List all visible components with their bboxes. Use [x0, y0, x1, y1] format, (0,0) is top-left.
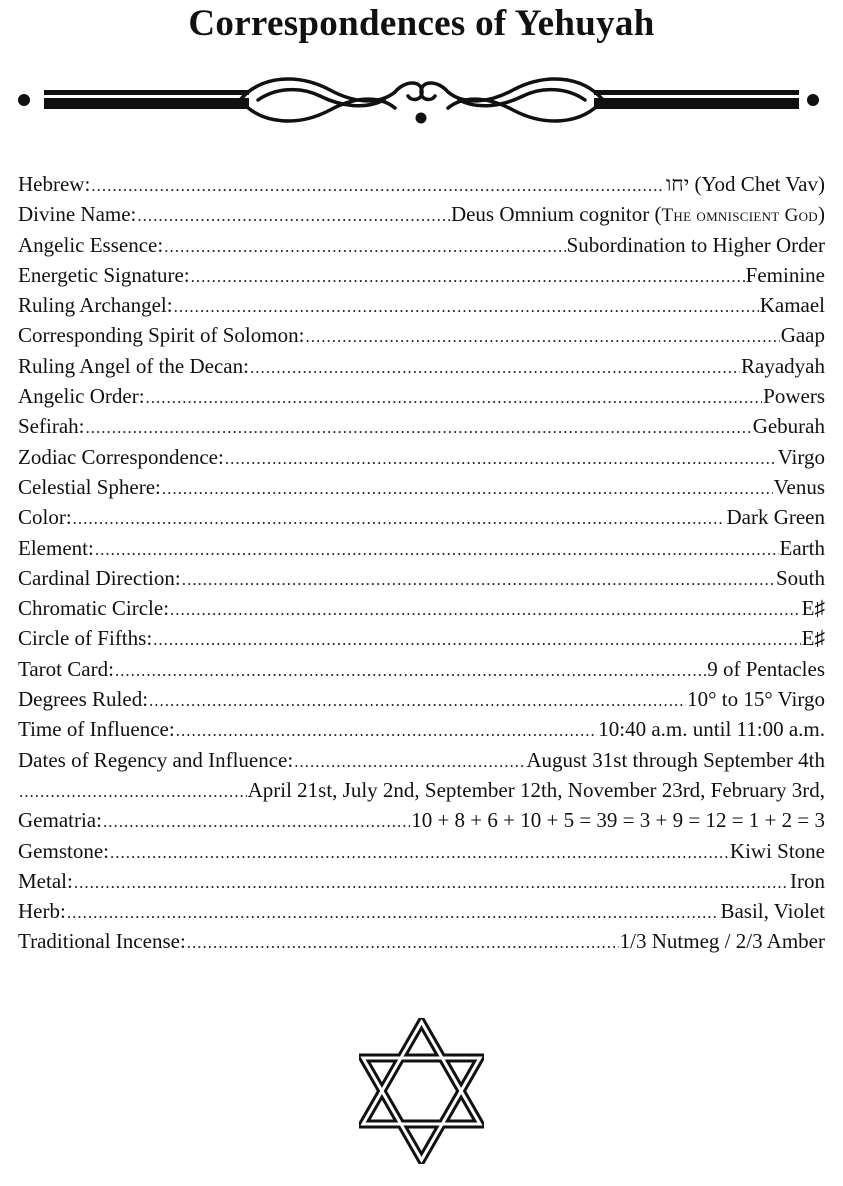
dot-leader — [95, 540, 779, 560]
row-value: Powers — [763, 384, 825, 409]
list-item — [18, 566, 825, 596]
list-item — [18, 626, 825, 656]
list-item — [18, 202, 825, 232]
dot-leader — [294, 752, 525, 772]
dot-leader — [250, 358, 740, 378]
row-label: Sefirah: — [18, 414, 85, 439]
row-label: Time of Influence: — [18, 717, 175, 742]
row-value: Subordination to Higher Order — [566, 232, 825, 257]
row-value: Rayadyah — [741, 353, 825, 378]
dot-leader — [191, 267, 745, 287]
row-value-main: Deus Omnium cognitor ( — [450, 202, 662, 227]
dot-leader — [67, 903, 720, 923]
dot-leader — [149, 691, 686, 711]
list-item — [18, 293, 825, 323]
list-item — [18, 778, 825, 808]
dot-leader — [110, 843, 729, 863]
row-label: Ruling Archangel: — [18, 293, 173, 318]
row-value — [451, 202, 825, 227]
row-label: Zodiac Correspondence: — [18, 444, 224, 469]
dot-leader — [74, 873, 789, 893]
list-item — [18, 657, 825, 687]
page-title: Correspondences of Yehuyah — [188, 3, 655, 44]
list-item — [18, 748, 825, 778]
row-label: Degrees Ruled: — [18, 687, 149, 712]
dot-leader — [164, 237, 565, 257]
dot-leader — [73, 509, 726, 529]
list-item — [18, 717, 825, 747]
correspondence-list — [18, 172, 825, 960]
list-item — [18, 899, 825, 929]
row-label: Gematria: — [18, 808, 102, 833]
dot-leader — [182, 570, 775, 590]
list-item — [18, 929, 825, 959]
dot-leader — [19, 782, 247, 802]
dot-leader — [91, 176, 665, 196]
row-value: Dark Green — [726, 505, 825, 530]
dot-leader — [146, 388, 763, 408]
row-value: Venus — [773, 474, 825, 499]
row-label: Divine Name: — [18, 202, 137, 227]
row-label: Corresponding Spirit of Solomon: — [18, 323, 305, 348]
row-value: Kiwi Stone — [729, 838, 825, 863]
list-item — [18, 475, 825, 505]
dot-leader — [162, 479, 773, 499]
row-value: April 21st, July 2nd, September 12th, November 23rd, February 3rd, — [247, 777, 825, 802]
list-item — [18, 263, 825, 293]
star-of-david-icon — [359, 1018, 484, 1164]
row-label: Tarot Card: — [18, 656, 114, 681]
dot-leader — [174, 297, 759, 317]
row-label: Cardinal Direction: — [18, 565, 181, 590]
list-item — [18, 323, 825, 353]
row-value: South — [775, 565, 825, 590]
row-value: 10:40 a.m. until 11:00 a.m. — [598, 717, 825, 742]
row-label: Angelic Order: — [18, 384, 145, 409]
row-label: Traditional Incense: — [18, 929, 186, 954]
row-value: August 31st through September 4th — [526, 747, 825, 772]
row-value: Virgo — [777, 444, 825, 469]
row-value: 10° to 15° Virgo — [687, 687, 825, 712]
list-item — [18, 596, 825, 626]
row-label: Dates of Regency and Influence: — [18, 747, 294, 772]
list-item — [18, 687, 825, 717]
row-value: Kamael — [759, 293, 825, 318]
row-label: Ruling Angel of the Decan: — [18, 353, 249, 378]
dot-leader — [115, 661, 706, 681]
dot-leader — [103, 812, 410, 832]
row-value: 1/3 Nutmeg / 2/3 Amber — [619, 929, 825, 954]
list-item — [18, 808, 825, 838]
row-label: Celestial Sphere: — [18, 474, 161, 499]
row-label: Energetic Signature: — [18, 262, 190, 287]
row-value: Gaap — [780, 323, 825, 348]
list-item — [18, 414, 825, 444]
row-value: Basil, Violet — [720, 899, 825, 924]
row-value: Feminine — [745, 262, 825, 287]
row-value-end: ) — [818, 202, 825, 227]
ornamental-divider — [0, 70, 843, 140]
row-value: Geburah — [752, 414, 825, 439]
list-item — [18, 233, 825, 263]
dot-leader — [225, 449, 777, 469]
list-item — [18, 172, 825, 202]
row-label: Herb: — [18, 899, 66, 924]
list-item — [18, 445, 825, 475]
dot-leader — [85, 418, 751, 438]
row-value: 10 + 8 + 6 + 10 + 5 = 39 = 3 + 9 = 12 = 1 + 2 = 3 — [411, 808, 825, 833]
row-value: E♯ — [801, 626, 825, 651]
row-value: יחו (Yod Chet Vav) — [665, 172, 825, 196]
row-label: Color: — [18, 505, 72, 530]
list-item — [18, 536, 825, 566]
row-value: Iron — [790, 868, 825, 893]
list-item — [18, 505, 825, 535]
row-value: Earth — [779, 535, 825, 560]
row-label: Circle of Fifths: — [18, 626, 153, 651]
dot-leader — [305, 327, 779, 347]
list-item — [18, 839, 825, 869]
list-item — [18, 384, 825, 414]
dot-leader — [137, 206, 450, 226]
row-label: Metal: — [18, 868, 73, 893]
row-label: Element: — [18, 535, 94, 560]
row-value: E♯ — [801, 596, 825, 621]
row-value: 9 of Pentacles — [707, 656, 825, 681]
dot-leader — [187, 933, 619, 953]
dot-leader — [153, 630, 801, 650]
list-item — [18, 869, 825, 899]
dot-leader — [170, 600, 801, 620]
row-label: Chromatic Circle: — [18, 596, 170, 621]
row-value-small-caps: The omniscient God — [661, 205, 818, 227]
dot-leader — [176, 721, 598, 741]
list-item — [18, 354, 825, 384]
row-label: Hebrew: — [18, 172, 91, 196]
row-label: Angelic Essence: — [18, 232, 164, 257]
row-label: Gemstone: — [18, 838, 109, 863]
